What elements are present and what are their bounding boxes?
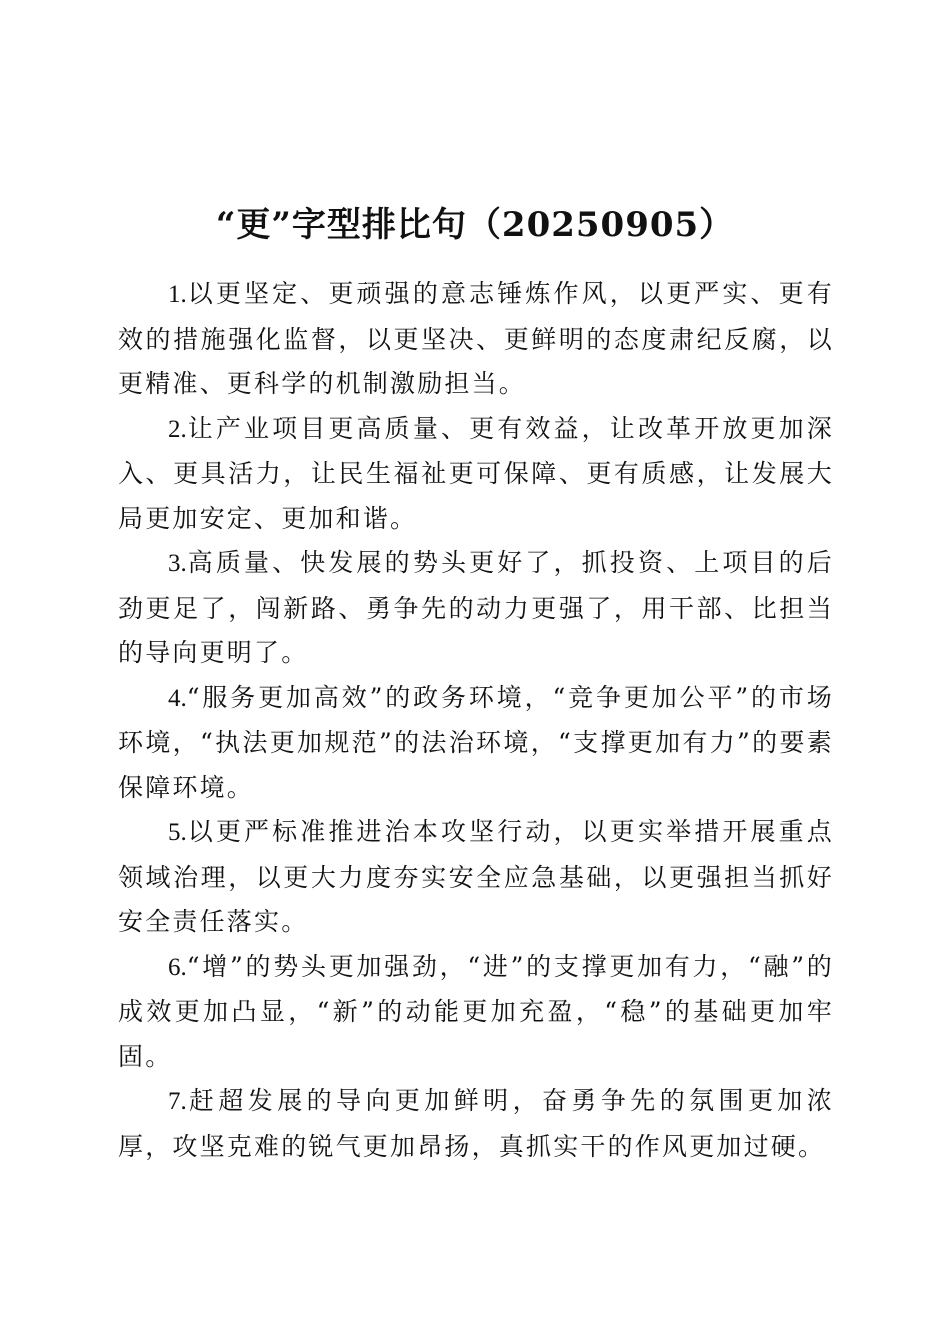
paragraph-number: 2.: [168, 415, 187, 443]
paragraph-2: [118, 407, 834, 542]
paragraph-number: 1.: [168, 281, 187, 308]
paragraph-3: [118, 541, 834, 676]
paragraph-text: “增”的势头更加强劲，“进”的支撑更加有力，“融”的成效更加凸显，“新”的动能更加充盈，“稳”的基础更加牢固。: [118, 951, 834, 1071]
document-body: [118, 272, 834, 1169]
paragraph-text: 以更坚定、更顽强的意志锤炼作风，以更严实、更有效的措施强化监督，以更坚决、更鲜明的态度肃纪反腐，以更精准、更科学的机制激励担当。: [118, 279, 834, 398]
document-title: “更”字型排比句（20250905）: [215, 204, 735, 245]
paragraph-text: 让产业项目更高质量、更有效益，让改革开放更加深入、更具活力，让民生福祉更可保障、更有质感，让发展大局更加安定、更加和谐。: [118, 413, 834, 533]
paragraph-5: [118, 810, 834, 945]
paragraph-7: [118, 1079, 834, 1169]
paragraph-number: 4.: [168, 684, 187, 712]
paragraph-4: [118, 676, 834, 811]
paragraph-text: 高质量、快发展的势头更好了，抓投资、上项目的后劲更足了，闯新路、勇争先的动力更强了，用干部、比担当的导向更明了。: [118, 548, 834, 667]
paragraph-text: “服务更加高效”的政务环境，“竞争更加公平”的市场环境，“执法更加规范”的法治环境，“支撑更加有力”的要素保障环境。: [118, 682, 834, 802]
paragraph-text: 以更严标准推进治本攻坚行动，以更实举措开展重点领域治理，以更大力度夯实安全应急基础，以更强担当抓好安全责任落实。: [118, 817, 834, 936]
paragraph-number: 5.: [168, 819, 187, 846]
paragraph-number: 6.: [168, 953, 187, 981]
paragraph-1: [118, 272, 834, 407]
paragraph-number: 3.: [168, 550, 187, 577]
paragraph-text: 赶超发展的导向更加鲜明，奋勇争先的氛围更加浓厚，攻坚克难的锐气更加昂扬，真抓实干的作风更加过硬。: [118, 1086, 834, 1161]
paragraph-number: 7.: [168, 1088, 187, 1115]
paragraph-6: [118, 945, 834, 1080]
